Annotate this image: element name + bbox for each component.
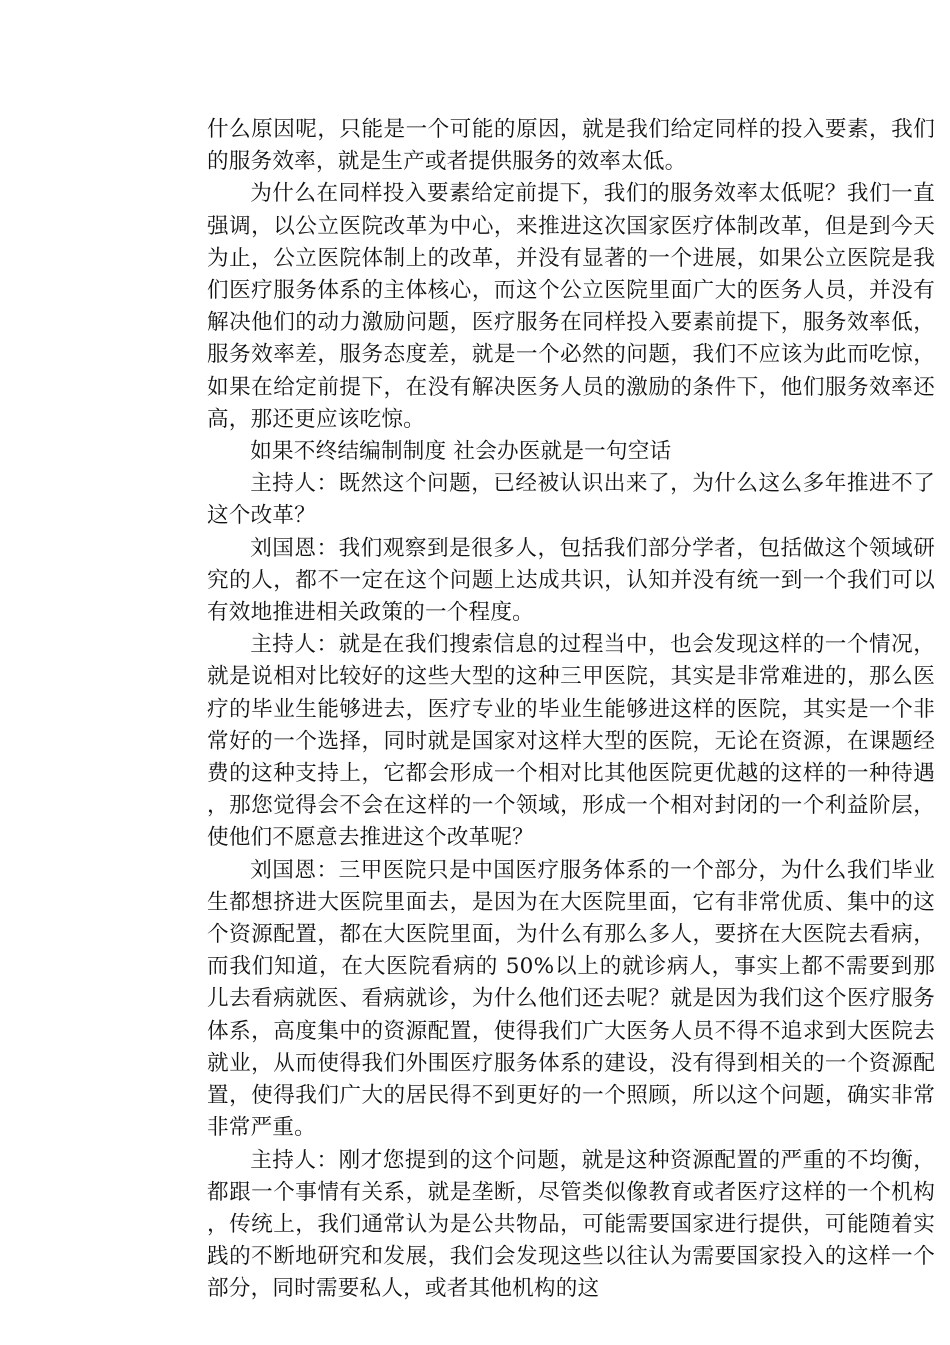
- paragraph: 什么原因呢，只能是一个可能的原因，就是我们给定同样的投入要素，我们的服务效率，就是生产或者提供服务的效率太低。: [207, 117, 935, 175]
- paragraph: 主持人：刚才您提到的这个问题，就是这种资源配置的严重的不均衡，都跟一个事情有关系，就是垄断，尽管类似像教育或者医疗这样的一个机构，传统上，我们通常认为是公共物品，可能需要国家进行提供，可能随着实践的不断地研究和发展，我们会发现这些以往认为需要国家投入的这样一个部分，同时需要私人，或者其他机构的这: [207, 1147, 935, 1302]
- paragraph: 主持人：就是在我们搜索信息的过程当中，也会发现这样的一个情况，就是说相对比较好的这些大型的这种三甲医院，其实是非常难进的，那么医疗的毕业生能够进去，医疗专业的毕业生能够进这样的医院，其实是一个非常好的一个选择，同时就是国家对这样大型的医院，无论在资源，在课题经费的这种支持上，它都会形成一个相对比其他医院更优越的这样的一种待遇，那您觉得会不会在这样的一个领域，形成一个相对封闭的一个利益阶层，使他们不愿意去推进这个改革呢？: [207, 632, 935, 851]
- section-heading: 如果不终结编制制度 社会办医就是一句空话: [250, 439, 672, 465]
- paragraph: 刘国恩：我们观察到是很多人，包括我们部分学者，包括做这个领域研究的人，都不一定在这个问题上达成共识，认知并没有统一到一个我们可以有效地推进相关政策的一个程度。: [207, 535, 935, 626]
- document-body: [207, 114, 935, 1306]
- paragraph: 刘国恩：三甲医院只是中国医疗服务体系的一个部分，为什么我们毕业生都想挤进大医院里面去，是因为在大医院里面，它有非常优质、集中的这个资源配置，都在大医院里面，为什么有那么多人，要挤在大医院去看病，而我们知道，在大医院看病的 50%以上的就诊病人，事实上都不需要到那儿去看病就医、看病就诊，为什么他们还去呢？就是因为我们这个医疗服务体系，高度集中的资源配置，使得我们广大医务人员不得不追求到大医院去就业，从而使得我们外围医疗服务体系的建设，没有得到相关的一个资源配置，使得我们广大的居民得不到更好的一个照顾，所以这个问题，确实非常非常严重。: [207, 857, 935, 1141]
- paragraph: 为什么在同样投入要素给定前提下，我们的服务效率太低呢？我们一直强调，以公立医院改革为中心，来推进这次国家医疗体制改革，但是到今天为止，公立医院体制上的改革，并没有显著的一个进展，如果公立医院是我们医疗服务体系的主体核心，而这个公立医院里面广大的医务人员，并没有解决他们的动力激励问题，医疗服务在同样投入要素前提下，服务效率低，服务效率差，服务态度差，就是一个必然的问题，我们不应该为此而吃惊，如果在给定前提下，在没有解决医务人员的激励的条件下，他们服务效率还高，那还更应该吃惊。: [207, 181, 935, 432]
- paragraph: 主持人：既然这个问题，已经被认识出来了，为什么这么多年推进不了这个改革？: [207, 471, 935, 529]
